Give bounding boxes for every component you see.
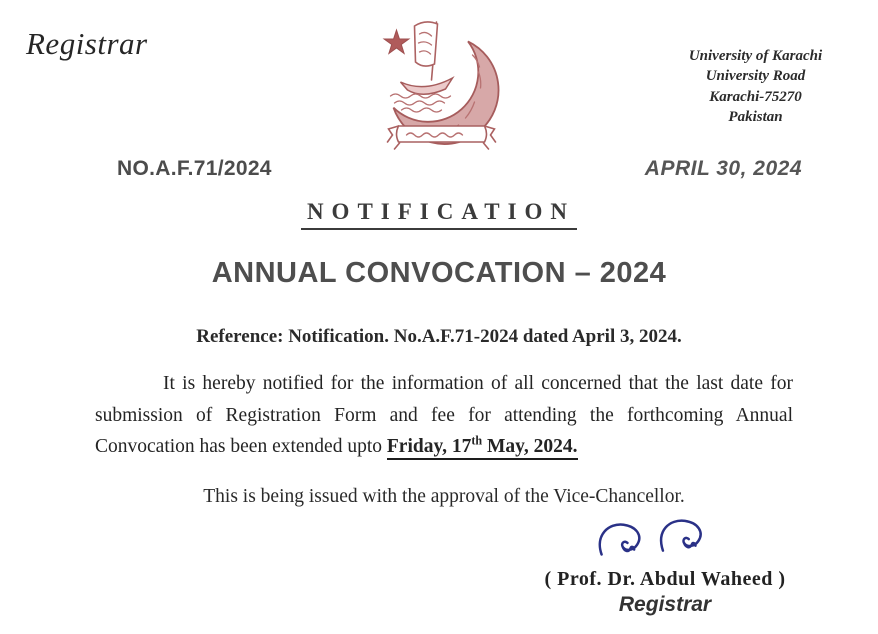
address-line: Pakistan [728,108,783,125]
sea-waves-icon [391,94,451,112]
body-text: It is hereby notified for the information of all concerned that the last date for submission of Registration Form and fee for attending the forthcoming Annual Convocation has been extended upto [95,373,793,457]
approval-line: This is being issued with the approval of the Vice-Chancellor. [203,486,685,507]
notification-heading: NOTIFICATION [301,199,577,230]
handwritten-signature [591,518,731,564]
deadline-text [386,433,578,460]
registrar-corner-label: Registrar [26,26,148,61]
body-paragraph [95,368,793,463]
convocation-heading: ANNUAL CONVOCATION – 2024 [211,257,667,289]
address-line: Karachi-75270 [709,88,802,105]
star-icon [384,30,409,54]
signatory-title: Registrar [618,593,712,616]
document-date: APRIL 30, 2024 [644,157,802,180]
reference-line: Reference: Notification. No.A.F.71-2024 dated April 3, 2024. [196,326,682,347]
boat-icon [401,78,453,94]
reference-number: NO.A.F.71/2024 [117,157,272,180]
deadline-ordinal: th [471,433,483,448]
deadline-day: Friday, 17 [386,436,472,457]
calligraphy-flag-icon [415,22,438,80]
university-address [653,46,858,127]
address-line: University Road [705,68,806,85]
university-crest-graphic [352,10,527,160]
banner-scroll-icon [388,126,496,149]
university-crest [352,10,527,160]
signature-block [495,518,835,617]
address-line: University of Karachi [688,48,823,64]
deadline-rest: May, 2024. [482,436,578,457]
signatory-name: ( Prof. Dr. Abdul Waheed ) [544,568,786,590]
